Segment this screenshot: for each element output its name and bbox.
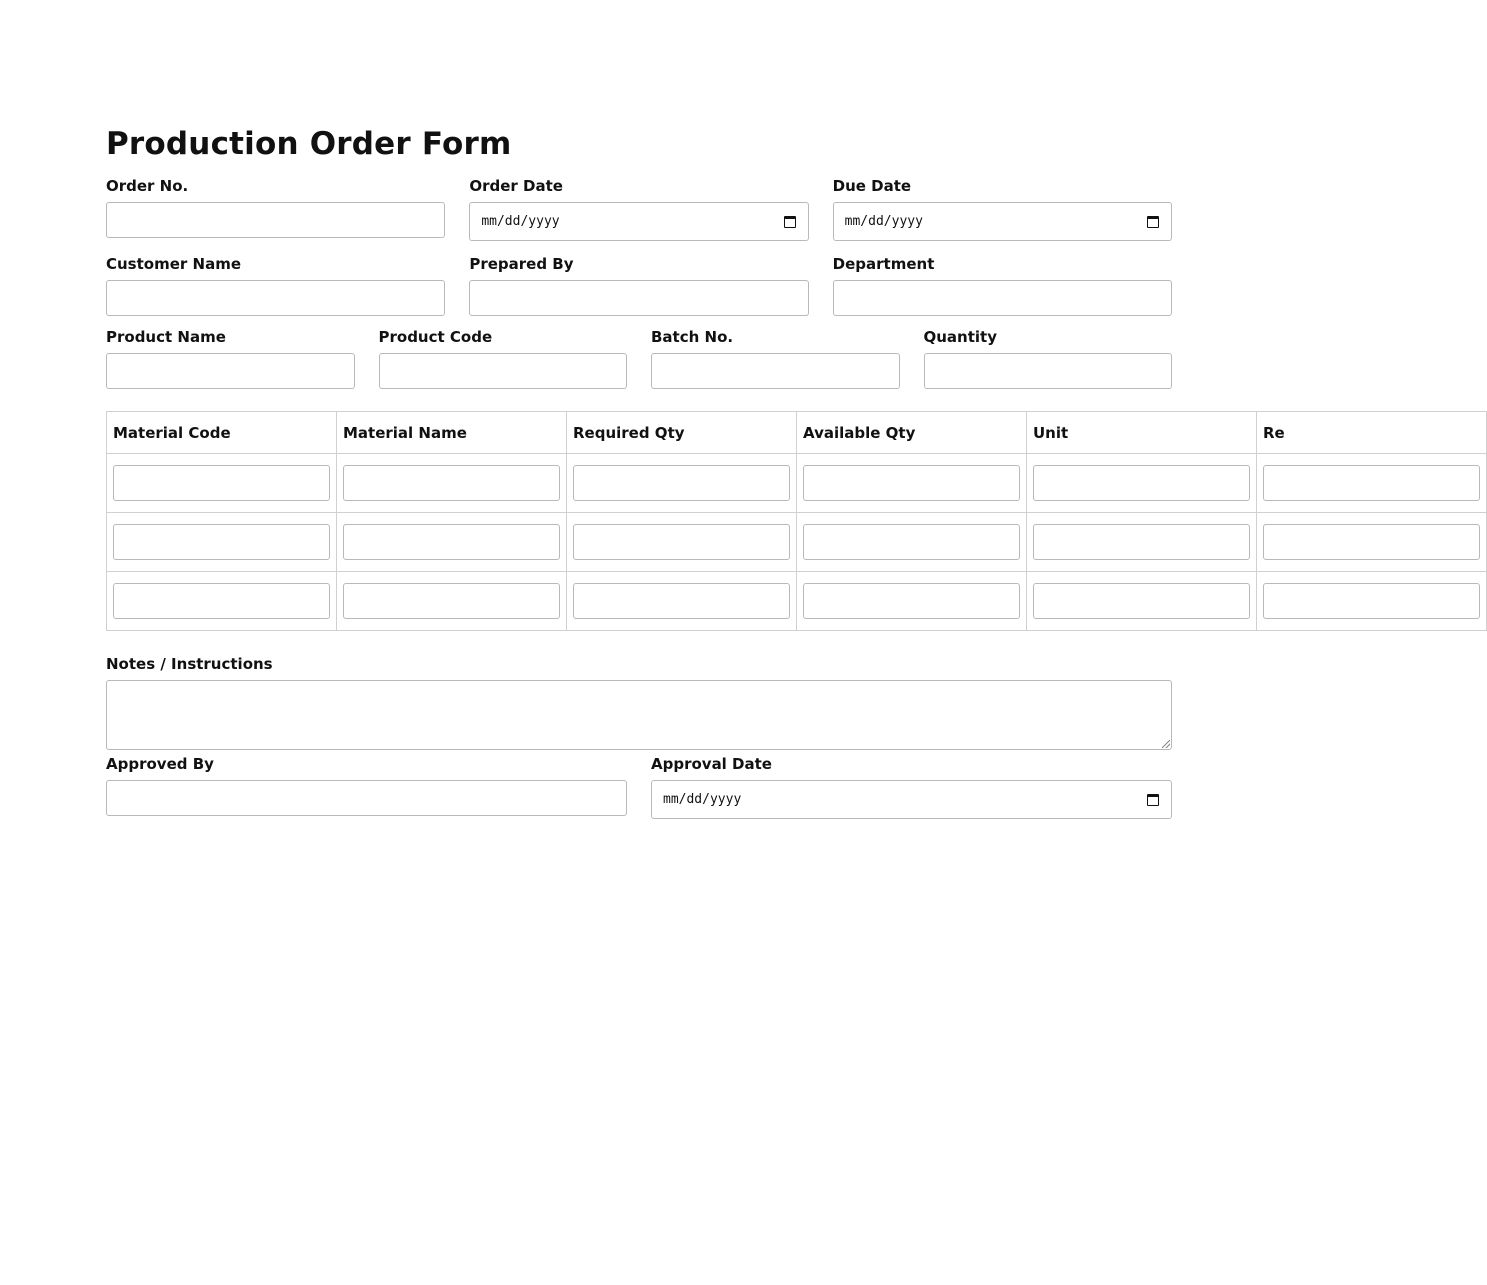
- table-cell: [337, 572, 567, 631]
- material-code-input[interactable]: [113, 583, 330, 619]
- required-qty-input[interactable]: [573, 524, 790, 560]
- order-no-group: [106, 176, 445, 241]
- table-cell: [567, 454, 797, 513]
- due-date-label: Due Date: [832, 177, 912, 195]
- order-no-label: Order No.: [106, 177, 189, 195]
- production-order-form: [106, 124, 1285, 819]
- remarks-input[interactable]: [1263, 524, 1480, 560]
- unit-input[interactable]: [1033, 583, 1250, 619]
- due-date-placeholder: mm/dd/yyyy: [844, 214, 923, 229]
- product-name-group: [106, 327, 355, 389]
- table-cell: [1027, 513, 1257, 572]
- product-name-input[interactable]: [106, 353, 355, 389]
- approved-by-group: [106, 754, 627, 819]
- batch-no-label: Batch No.: [651, 328, 734, 346]
- quantity-input[interactable]: [924, 353, 1173, 389]
- approved-by-input[interactable]: [106, 780, 627, 816]
- approval-date-placeholder: mm/dd/yyyy: [663, 792, 742, 807]
- quantity-label: Quantity: [923, 328, 997, 346]
- material-code-input[interactable]: [113, 524, 330, 560]
- department-group: [833, 254, 1172, 316]
- department-label: Department: [832, 255, 935, 273]
- order-date-input[interactable]: [469, 202, 808, 241]
- required-qty-input[interactable]: [573, 465, 790, 501]
- unit-input[interactable]: [1033, 465, 1250, 501]
- form-row-customer: [106, 254, 1172, 316]
- product-code-label: Product Code: [378, 328, 493, 346]
- notes-container: [106, 680, 1172, 750]
- table-cell: [337, 513, 567, 572]
- table-cell: [567, 572, 797, 631]
- notes-textarea[interactable]: [106, 680, 1172, 750]
- approval-date-label: Approval Date: [651, 755, 772, 773]
- calendar-icon[interactable]: [784, 216, 796, 228]
- material-name-input[interactable]: [343, 524, 560, 560]
- department-input[interactable]: [833, 280, 1172, 316]
- material-code-input[interactable]: [113, 465, 330, 501]
- column-header: Unit: [1027, 412, 1257, 454]
- quantity-group: [924, 327, 1173, 389]
- table-row: [107, 454, 1487, 513]
- calendar-icon[interactable]: [1147, 794, 1159, 806]
- available-qty-input[interactable]: [803, 524, 1020, 560]
- available-qty-input[interactable]: [803, 583, 1020, 619]
- materials-table-wrapper: [106, 411, 1285, 631]
- table-cell: [337, 454, 567, 513]
- table-header-row: [107, 412, 1487, 454]
- remarks-input[interactable]: [1263, 465, 1480, 501]
- batch-no-group: [651, 327, 900, 389]
- product-code-group: [379, 327, 628, 389]
- column-header: Required Qty: [567, 412, 797, 454]
- table-cell: [797, 454, 1027, 513]
- remarks-input[interactable]: [1263, 583, 1480, 619]
- approval-date-group: [651, 754, 1172, 819]
- approved-by-label: Approved By: [106, 755, 214, 773]
- form-row-product: [106, 327, 1172, 389]
- form-row-order: [106, 176, 1172, 241]
- column-header: Material Code: [107, 412, 337, 454]
- material-name-input[interactable]: [343, 465, 560, 501]
- resize-handle-icon[interactable]: [1162, 740, 1170, 748]
- required-qty-input[interactable]: [573, 583, 790, 619]
- customer-name-group: [106, 254, 445, 316]
- table-cell: [797, 572, 1027, 631]
- table-cell: [567, 513, 797, 572]
- page-title: Production Order Form: [106, 126, 512, 162]
- prepared-by-input[interactable]: [469, 280, 808, 316]
- order-no-input[interactable]: [106, 202, 445, 238]
- form-row-approval: [106, 754, 1172, 819]
- table-cell: [797, 513, 1027, 572]
- order-date-label: Order Date: [469, 177, 563, 195]
- customer-name-input[interactable]: [106, 280, 445, 316]
- table-row: [107, 513, 1487, 572]
- notes-group: [106, 654, 1172, 750]
- material-name-input[interactable]: [343, 583, 560, 619]
- table-cell: [107, 513, 337, 572]
- customer-name-label: Customer Name: [106, 255, 241, 273]
- batch-no-input[interactable]: [651, 353, 900, 389]
- calendar-icon[interactable]: [1147, 216, 1159, 228]
- table-cell: [1257, 454, 1487, 513]
- available-qty-input[interactable]: [803, 465, 1020, 501]
- product-name-label: Product Name: [106, 328, 226, 346]
- table-cell: [1257, 513, 1487, 572]
- notes-label: Notes / Instructions: [106, 655, 273, 673]
- product-code-input[interactable]: [379, 353, 628, 389]
- approval-date-input[interactable]: [651, 780, 1172, 819]
- table-row: [107, 572, 1487, 631]
- materials-table: [106, 411, 1487, 631]
- prepared-by-label: Prepared By: [469, 255, 574, 273]
- table-cell: [1027, 454, 1257, 513]
- prepared-by-group: [469, 254, 808, 316]
- order-date-group: [469, 176, 808, 241]
- table-cell: [1257, 572, 1487, 631]
- column-header: Available Qty: [797, 412, 1027, 454]
- due-date-input[interactable]: [833, 202, 1172, 241]
- due-date-group: [833, 176, 1172, 241]
- table-cell: [1027, 572, 1257, 631]
- table-cell: [107, 454, 337, 513]
- order-date-placeholder: mm/dd/yyyy: [481, 214, 560, 229]
- column-header: Re: [1257, 412, 1487, 454]
- column-header: Material Name: [337, 412, 567, 454]
- unit-input[interactable]: [1033, 524, 1250, 560]
- table-cell: [107, 572, 337, 631]
